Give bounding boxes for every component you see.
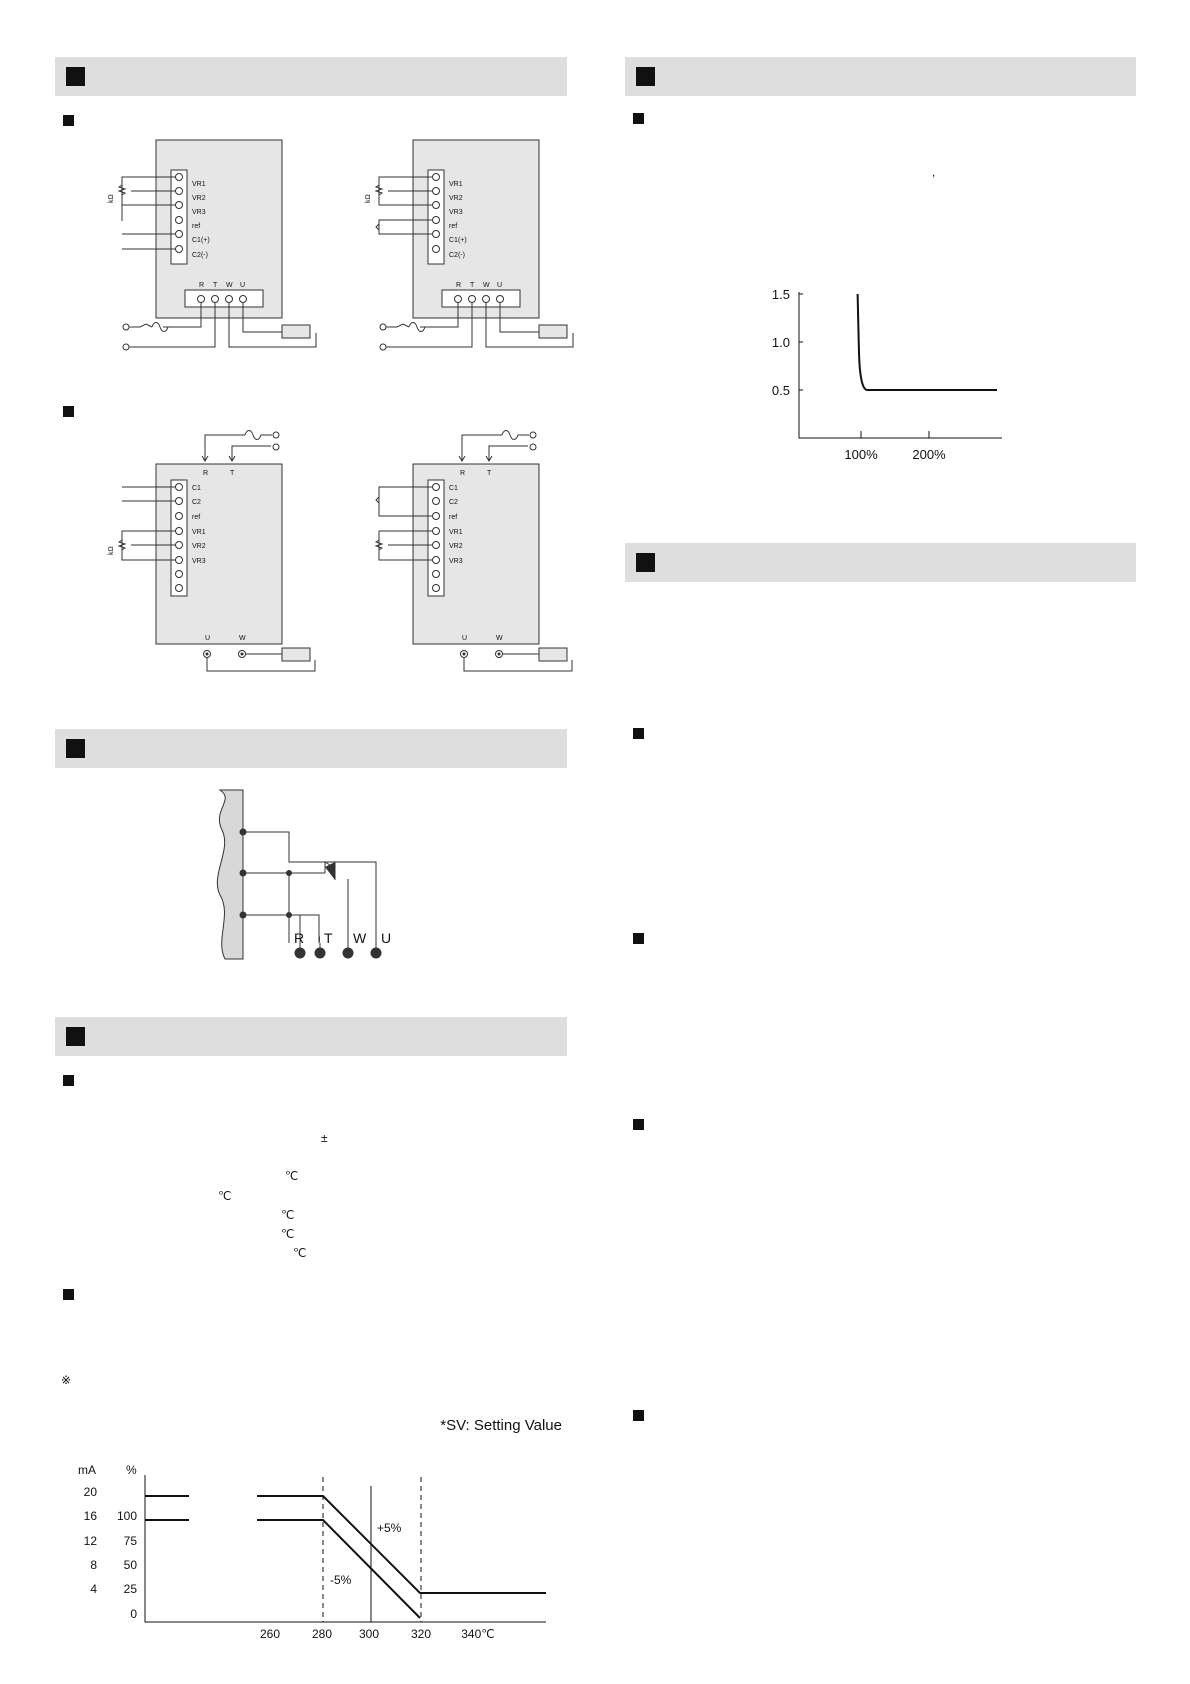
curve-series-line — [858, 294, 997, 390]
term-label: VR3 — [192, 558, 206, 565]
term-label: T — [230, 470, 235, 477]
curve-y-tick: 1.5 — [771, 287, 790, 302]
scr-symbol-icon — [325, 862, 335, 880]
curve-x-tick: 100% — [844, 447, 878, 462]
term-label: W — [226, 282, 233, 289]
term-label: C2 — [192, 499, 201, 506]
wiring-diagram-a1 — [119, 140, 316, 350]
wiring-diagram-a2 — [376, 140, 573, 350]
term-label: VR3 — [449, 209, 463, 216]
term-label: C1 — [192, 485, 201, 492]
curve-axes — [799, 292, 1002, 438]
term-label: T — [470, 282, 475, 289]
term-label: U — [240, 282, 246, 289]
term-label: T — [213, 282, 218, 289]
term-label: C2(-) — [449, 252, 465, 259]
term-label: C1(+) — [192, 237, 210, 244]
pct-tick: 75 — [123, 1534, 137, 1548]
circuit-terminal-label: R — [294, 930, 305, 946]
term-label: R — [456, 282, 462, 289]
wiring-diagram-b1 — [119, 431, 315, 672]
x-tick: 320 — [410, 1627, 432, 1641]
term-label: VR3 — [192, 209, 206, 216]
term-label: ref — [449, 223, 458, 230]
ma-tick: 16 — [83, 1509, 97, 1523]
degree-symbol: ℃ — [281, 1208, 295, 1222]
sv-note: *SV: Setting Value — [440, 1417, 562, 1434]
pct-axis-label: % — [126, 1463, 137, 1477]
x-tick: 300 — [358, 1627, 380, 1641]
term-label: W — [496, 635, 503, 642]
degree-symbol: ℃ — [285, 1169, 299, 1183]
degree-symbol: ℃ — [281, 1227, 295, 1241]
curve-y-tick: 0.5 — [771, 383, 790, 398]
ma-tick: 8 — [90, 1558, 97, 1572]
circuit-terminal-label: U — [381, 930, 392, 946]
term-label: VR1 — [192, 181, 206, 188]
degree-symbol: ℃ — [293, 1246, 307, 1260]
curve-chart — [772, 287, 1002, 462]
term-label: VR2 — [192, 543, 206, 550]
ma-tick: 12 — [83, 1534, 97, 1548]
comma-glyph: , — [932, 165, 936, 179]
output-chart — [78, 1417, 562, 1641]
term-label: R — [460, 470, 466, 477]
term-label: C2 — [449, 499, 458, 506]
term-label: VR2 — [449, 543, 463, 550]
x-tick: 340℃ — [461, 1627, 495, 1641]
term-label: VR1 — [192, 529, 206, 536]
pct-tick: 0 — [130, 1607, 137, 1621]
term-label: VR1 — [449, 181, 463, 188]
degree-symbol: ℃ — [218, 1189, 232, 1203]
wiring-diagram-b2 — [376, 431, 572, 672]
term-label: ref — [449, 514, 458, 521]
curve-x-tick: 200% — [912, 447, 946, 462]
term-label: VR3 — [449, 558, 463, 565]
term-label: U — [497, 282, 503, 289]
term-label: U — [205, 635, 211, 642]
term-label: U — [462, 635, 468, 642]
circuit-terminal-label: W — [353, 930, 367, 946]
term-label: C2(-) — [192, 252, 208, 259]
pot-label: kΩ — [108, 546, 115, 555]
note-symbol: ※ — [61, 1373, 72, 1387]
x-tick: 280 — [311, 1627, 333, 1641]
pct-tick: 50 — [123, 1558, 137, 1572]
ma-tick: 20 — [83, 1485, 97, 1499]
plus-minus-symbol: ± — [321, 1131, 328, 1145]
x-tick: 260 — [259, 1627, 281, 1641]
pot-label: kΩ — [108, 194, 115, 203]
curve-y-tick: 1.0 — [771, 335, 790, 350]
term-label: VR2 — [449, 195, 463, 202]
plus-tolerance-label: +5% — [377, 1521, 402, 1535]
term-label: C1 — [449, 485, 458, 492]
term-label: W — [483, 282, 490, 289]
minus-tolerance-label: -5% — [330, 1573, 352, 1587]
term-label: ref — [192, 514, 201, 521]
pct-tick: 25 — [123, 1582, 137, 1596]
term-label: C1(+) — [449, 237, 467, 244]
term-label: VR1 — [449, 529, 463, 536]
ma-tick: 4 — [90, 1582, 97, 1596]
ma-axis-label: mA — [78, 1463, 96, 1477]
term-label: VR2 — [192, 195, 206, 202]
pot-label: kΩ — [365, 194, 372, 203]
term-label: T — [487, 470, 492, 477]
term-label: R — [203, 470, 209, 477]
term-label: ref — [192, 223, 201, 230]
term-label: R — [199, 282, 205, 289]
term-label: W — [239, 635, 246, 642]
pct-tick: 100 — [116, 1509, 137, 1523]
circuit-terminal-label: T — [324, 930, 333, 946]
